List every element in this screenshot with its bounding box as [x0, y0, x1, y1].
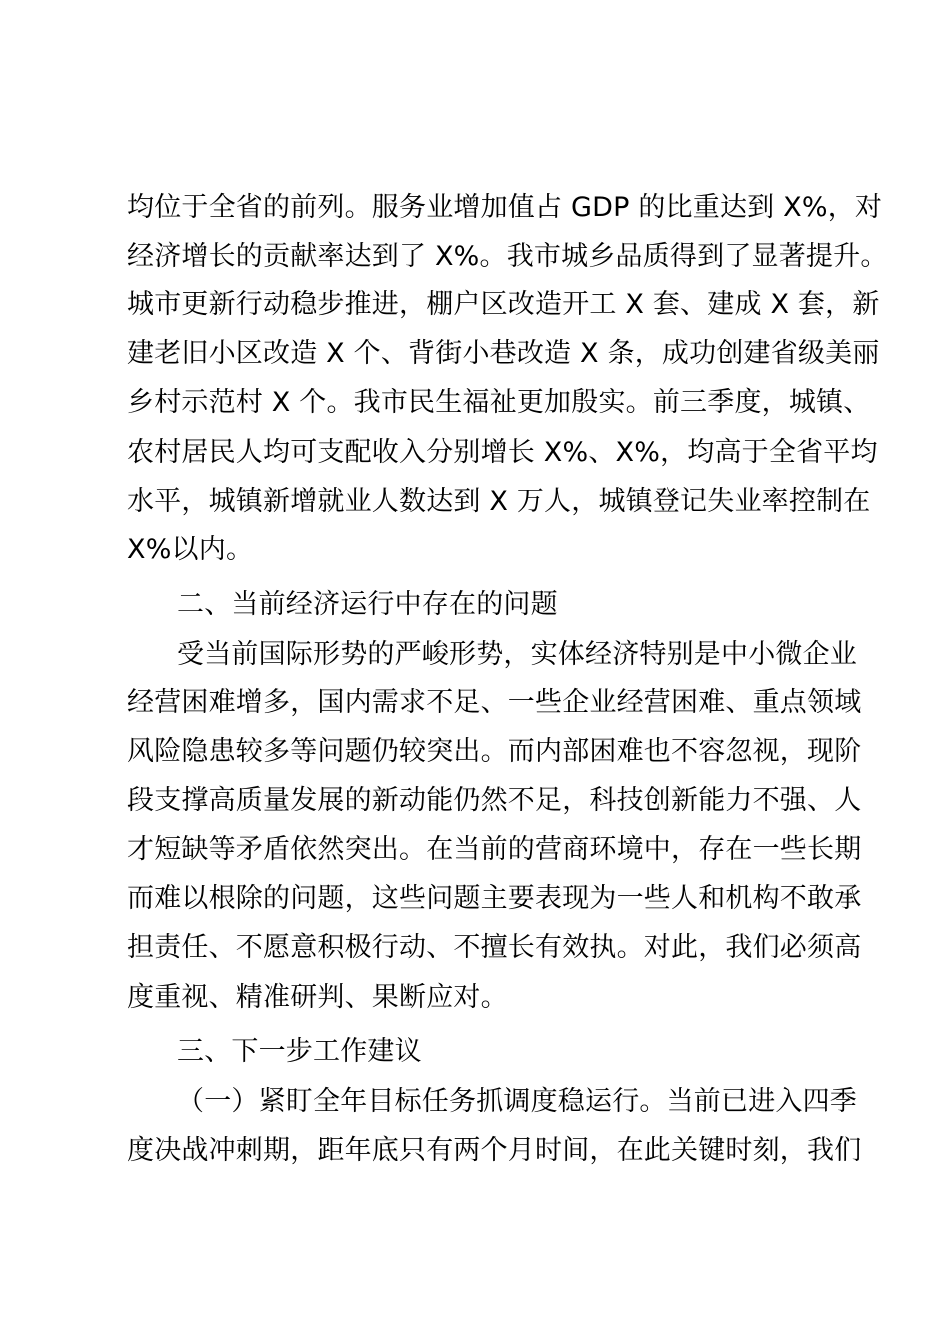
- paragraph-line: X%以内。: [127, 534, 254, 565]
- paragraph-line: 乡村示范村 X 个。我市民生福祉更加殷实。前三季度，城镇、: [127, 387, 871, 418]
- paragraph-line: 度重视、精准研判、果断应对。: [127, 982, 508, 1013]
- paragraph-line: 而难以根除的问题，这些问题主要表现为一些人和机构不敢承: [127, 883, 862, 914]
- paragraph-line: 城市更新行动稳步推进，棚户区改造开工 X 套、建成 X 套，新: [127, 289, 880, 320]
- paragraph-line: 经营困难增多，国内需求不足、一些企业经营困难、重点领域: [127, 687, 862, 718]
- section-heading: 三、下一步工作建议: [177, 1036, 422, 1067]
- paragraph-line: 建老旧小区改造 X 个、背街小巷改造 X 条，成功创建省级美丽: [127, 338, 880, 369]
- paragraph-line: 农村居民人均可支配收入分别增长 X%、X%，均高于全省平均: [127, 437, 878, 468]
- paragraph-line: 段支撑高质量发展的新动能仍然不足，科技创新能力不强、人: [127, 785, 862, 816]
- paragraph-line: 水平，城镇新增就业人数达到 X 万人，城镇登记失业率控制在: [127, 486, 871, 517]
- section-heading: 二、当前经济运行中存在的问题: [177, 589, 558, 620]
- paragraph-line: 担责任、不愿意积极行动、不擅长有效执。对此，我们必须高: [127, 932, 862, 963]
- paragraph-line: 才短缺等矛盾依然突出。在当前的营商环境中，存在一些长期: [127, 834, 862, 865]
- paragraph-line: 风险隐患较多等问题仍较突出。而内部困难也不容忽视，现阶: [127, 736, 862, 767]
- paragraph-line: （一）紧盯全年目标任务抓调度稳运行。当前已进入四季: [177, 1086, 857, 1117]
- paragraph-line: 度决战冲刺期，距年底只有两个月时间，在此关键时刻，我们: [127, 1135, 862, 1166]
- paragraph-line: 经济增长的贡献率达到了 X%。我市城乡品质得到了显著提升。: [127, 241, 888, 272]
- paragraph-line: 受当前国际形势的严峻形势，实体经济特别是中小微企业: [177, 639, 857, 670]
- paragraph-line: 均位于全省的前列。服务业增加值占 GDP 的比重达到 X%，对: [127, 192, 883, 223]
